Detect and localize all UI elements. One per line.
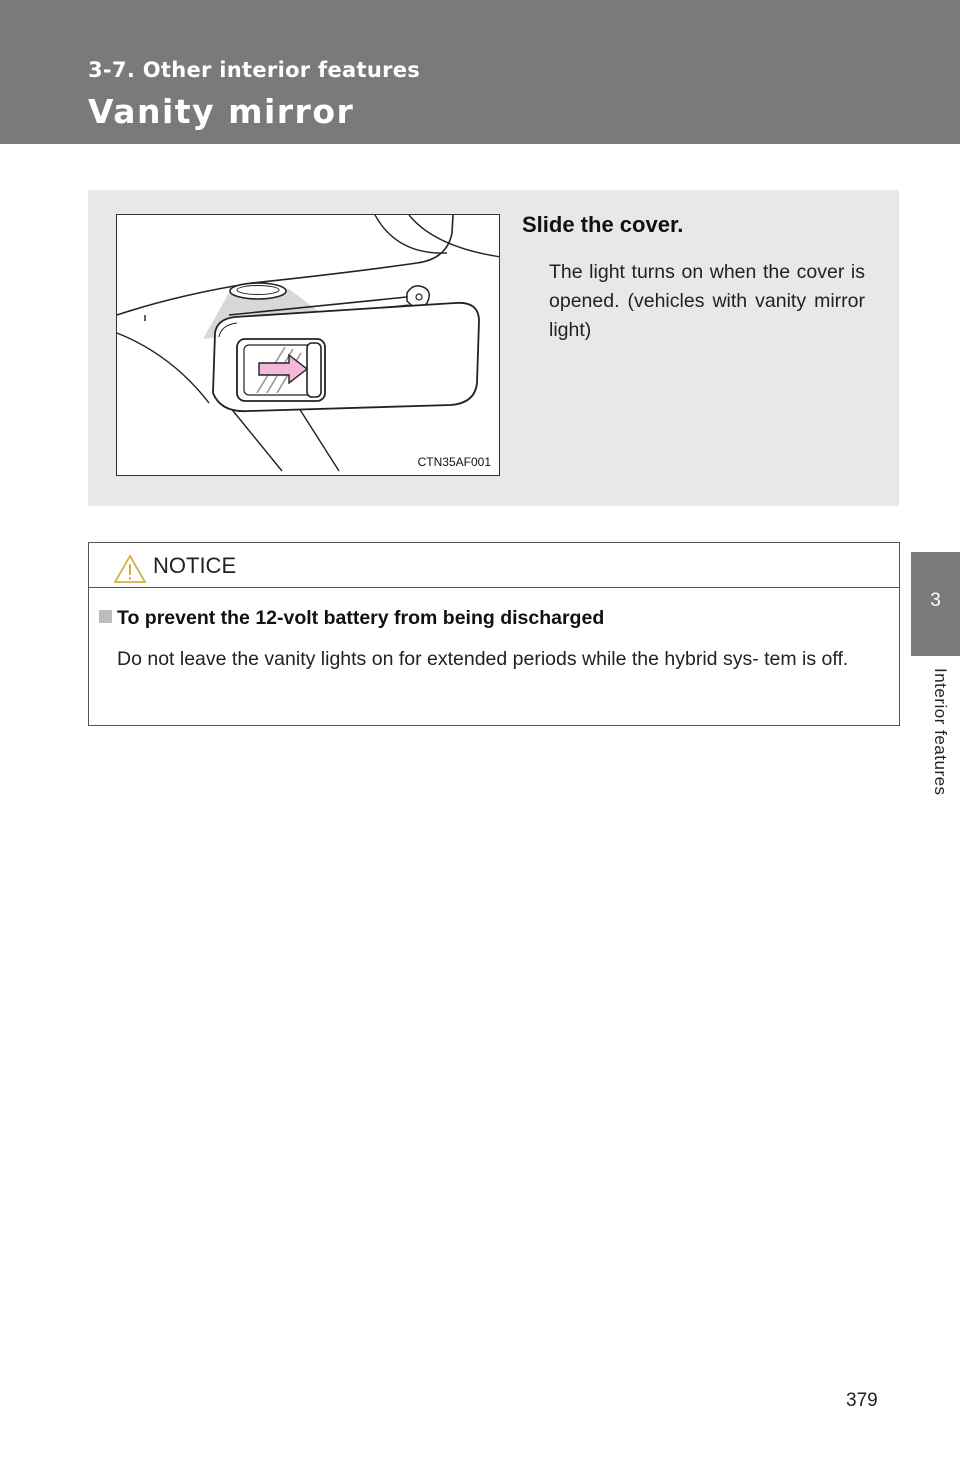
section-label: 3-7. Other interior features <box>88 58 421 82</box>
page-title: Vanity mirror <box>88 92 355 131</box>
notice-heading: NOTICE <box>153 553 237 578</box>
page-number: 379 <box>846 1390 878 1411</box>
step-description: The light turns on when the cover is opened. (vehicles with vanity mirror light) <box>549 261 865 341</box>
notice-body: Do not leave the vanity lights on for extended periods while the hybrid sys- tem is off. <box>117 648 849 670</box>
bullet-square-icon <box>99 610 112 623</box>
sun-visor-drawing <box>117 215 500 476</box>
chapter-number: 3 <box>930 590 941 611</box>
notice-header <box>89 543 899 588</box>
warning-triangle-icon <box>113 554 147 584</box>
chapter-caption: Interior features <box>931 668 950 796</box>
page-header <box>0 0 960 144</box>
chapter-tab <box>911 552 960 656</box>
step-title: Slide the cover. <box>522 212 684 237</box>
figure-code: CTN35AF001 <box>417 455 491 469</box>
vanity-mirror-illustration <box>116 214 500 476</box>
notice-box <box>88 542 900 726</box>
notice-subheading: To prevent the 12-volt battery from being discharged <box>117 607 605 629</box>
